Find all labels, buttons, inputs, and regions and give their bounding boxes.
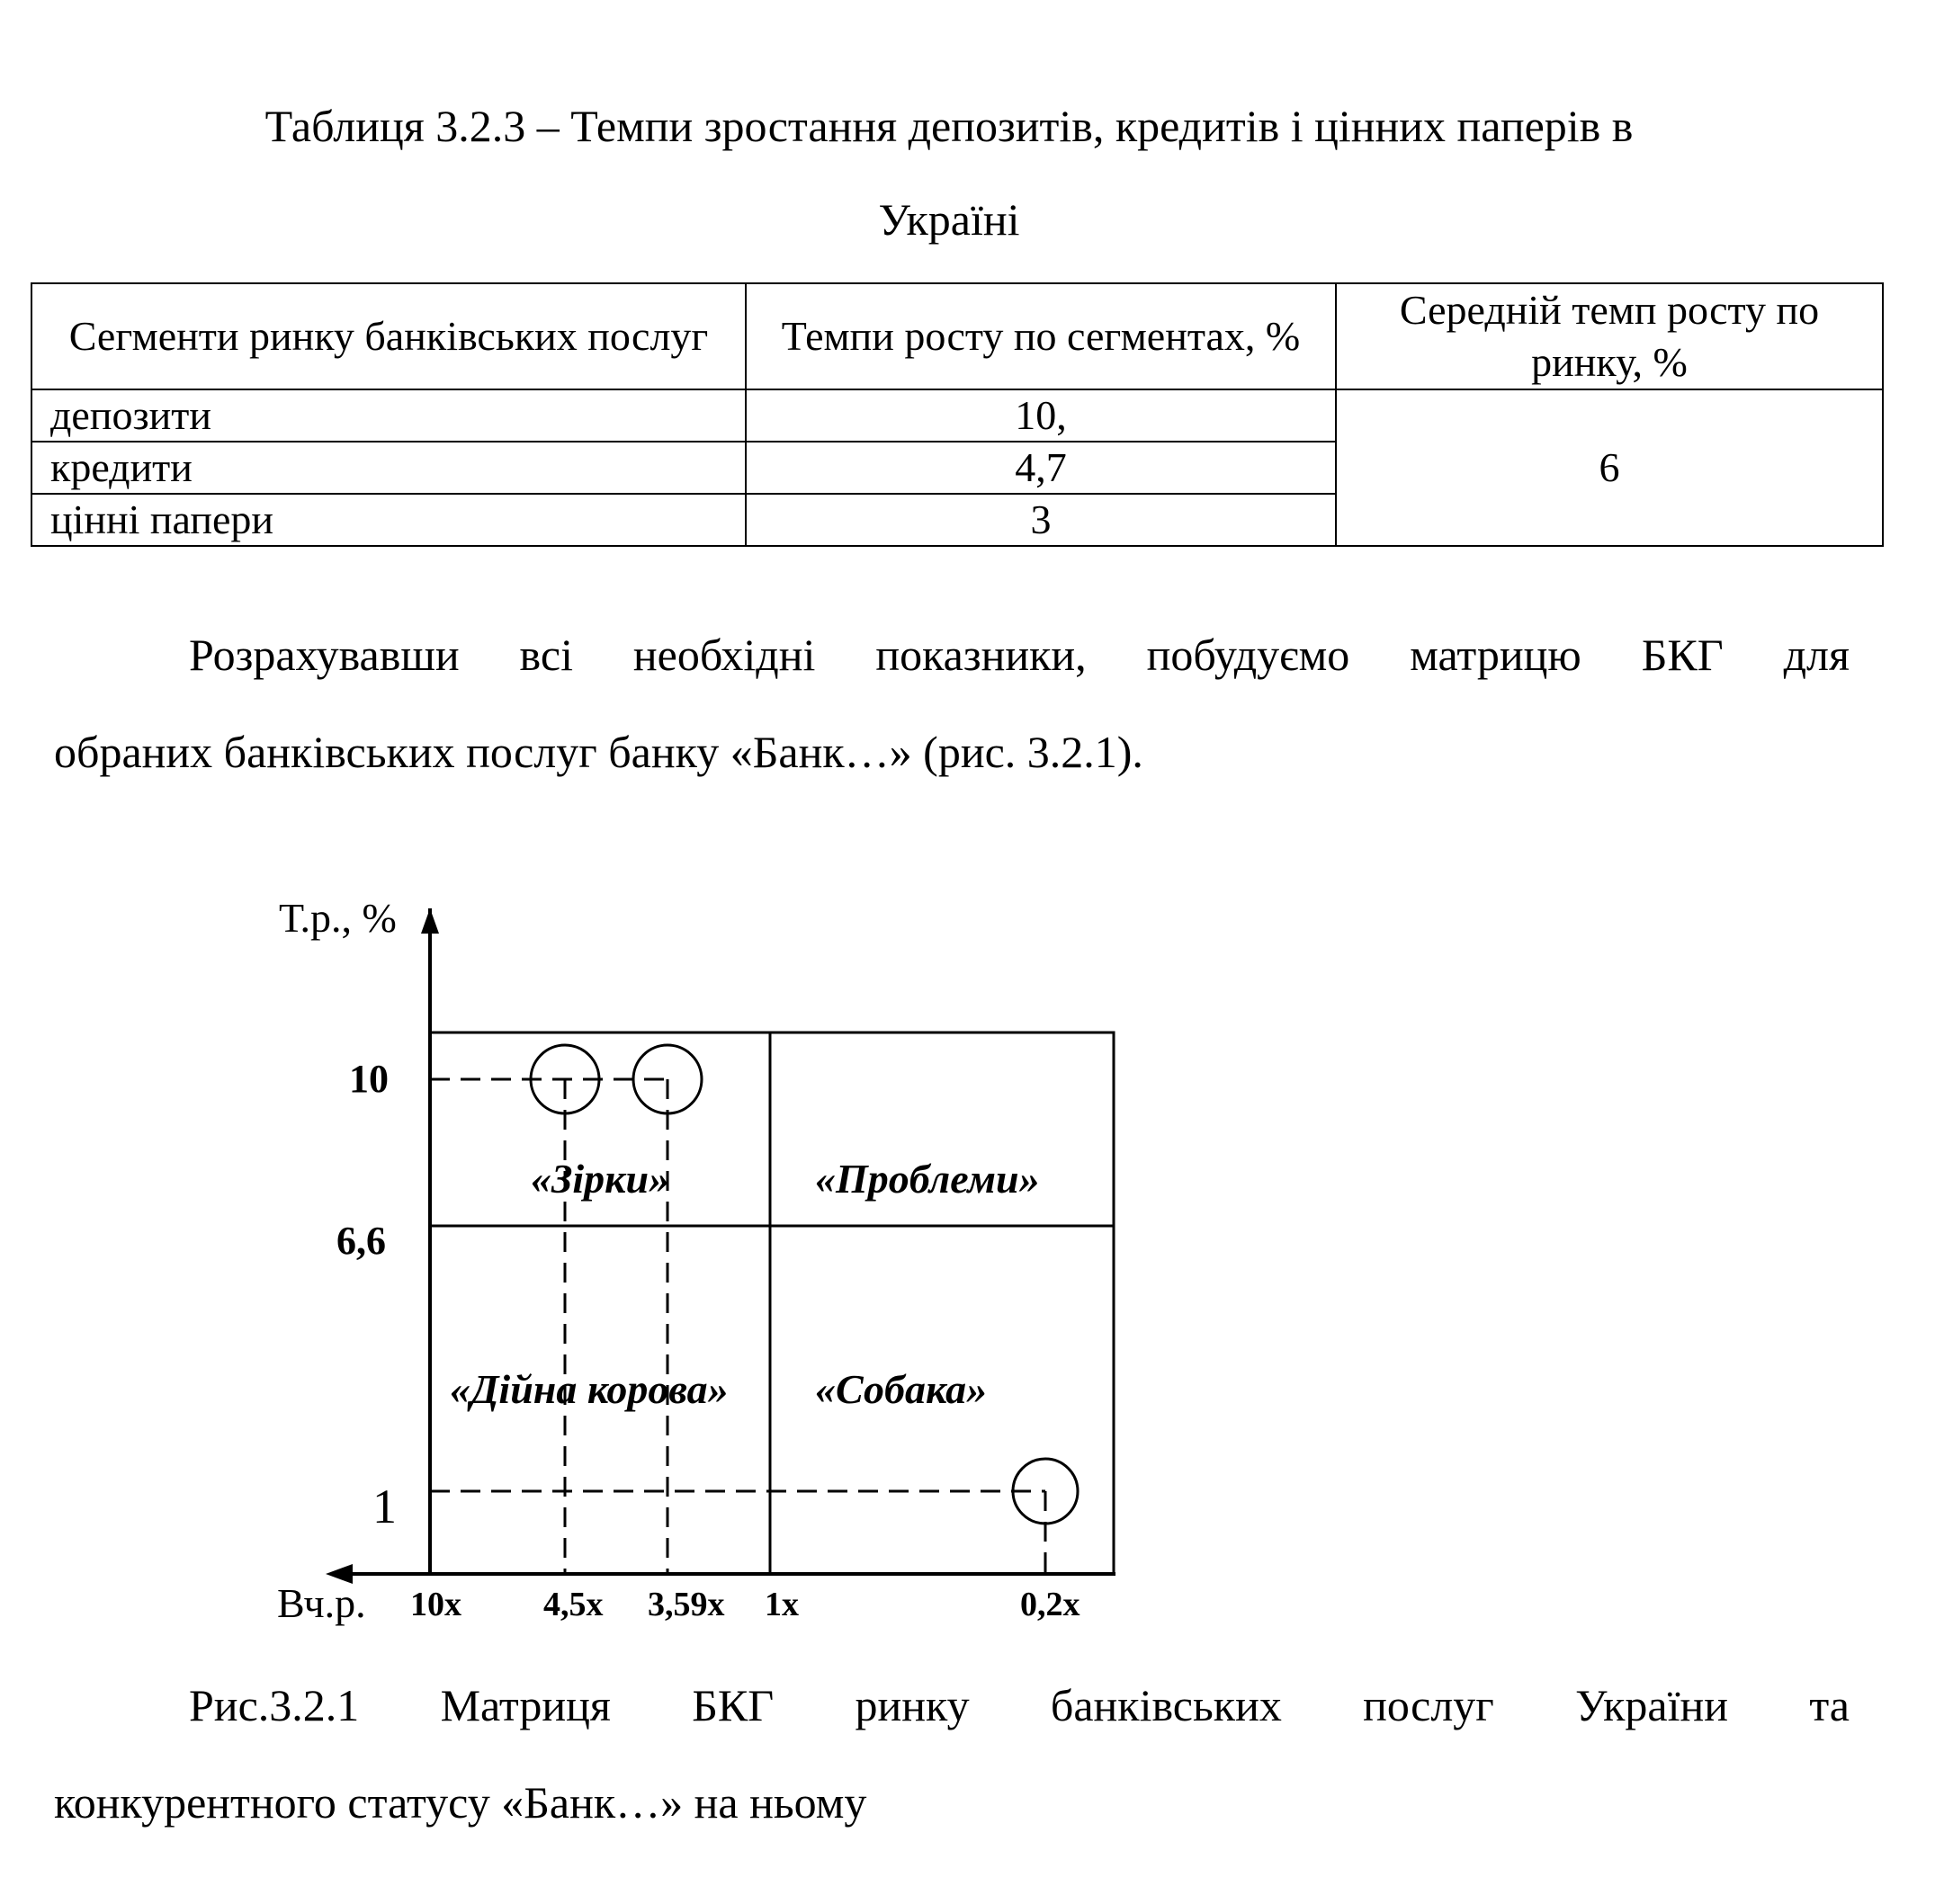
matrix-frame [430,1032,1114,1574]
header-segments: Сегменти ринку банківських послуг [31,283,746,389]
quadrant-problems: «Проблеми» [815,1156,1040,1202]
header-average-rate: Середній темп росту по ринку, % [1336,283,1883,389]
paragraph-line-2: обраних банківських послуг банку «Банк…» (рис. 3.2.1). [54,727,1143,777]
row-segment: цінні папери [31,494,746,546]
quadrant-cash-cow: «Дійна корова» [450,1366,729,1412]
caption-line-2: конкурентного статусу «Банк…» на ньому [54,1777,867,1828]
y-tick-1: 1 [372,1479,397,1533]
table-title-line-1: Таблиця 3.2.3 – Темпи зростання депозитів, кредитів і цінних паперів в [264,101,1634,151]
figure-caption [54,1657,1850,1851]
y-tick-10: 10 [349,1057,389,1101]
average-rate-cell: 6 [1336,389,1883,546]
bcg-matrix-chart [0,881,1953,1655]
table-row [31,389,1883,442]
x-tick-4-5x: 4,5x [543,1586,604,1623]
table-title-line-2: Україні [878,194,1020,245]
x-axis-label: Вч.р. [277,1580,366,1626]
growth-rates-table [31,282,1884,547]
row-segment: депозити [31,389,746,442]
y-tick-6-6: 6,6 [336,1219,386,1263]
row-rate: 10, [746,389,1336,442]
paragraph-line-1: Розрахувавши всі необхідні показники, побудуємо матрицю БКГ для [189,630,1850,680]
body-paragraph [54,606,1850,800]
row-rate: 3 [746,494,1336,546]
row-segment: кредити [31,442,746,494]
y-axis-label: Т.р., % [279,895,397,941]
x-tick-3-59x: 3,59x [648,1586,725,1623]
row-rate: 4,7 [746,442,1336,494]
x-tick-0-2x: 0,2x [1020,1586,1080,1623]
x-tick-10x: 10x [410,1586,461,1623]
table-header-row [31,283,1883,389]
caption-line-1: Рис.3.2.1 Матриця БКГ ринку банківських послуг України та [189,1680,1850,1730]
header-segment-rates: Темпи росту по сегментах, % [746,283,1336,389]
x-tick-1x: 1x [765,1586,799,1623]
quadrant-dog: «Собака» [815,1366,988,1412]
y-axis-arrow-icon [421,908,439,934]
quadrant-stars: «Зірки» [531,1156,670,1202]
guide-lines [430,1079,1045,1574]
